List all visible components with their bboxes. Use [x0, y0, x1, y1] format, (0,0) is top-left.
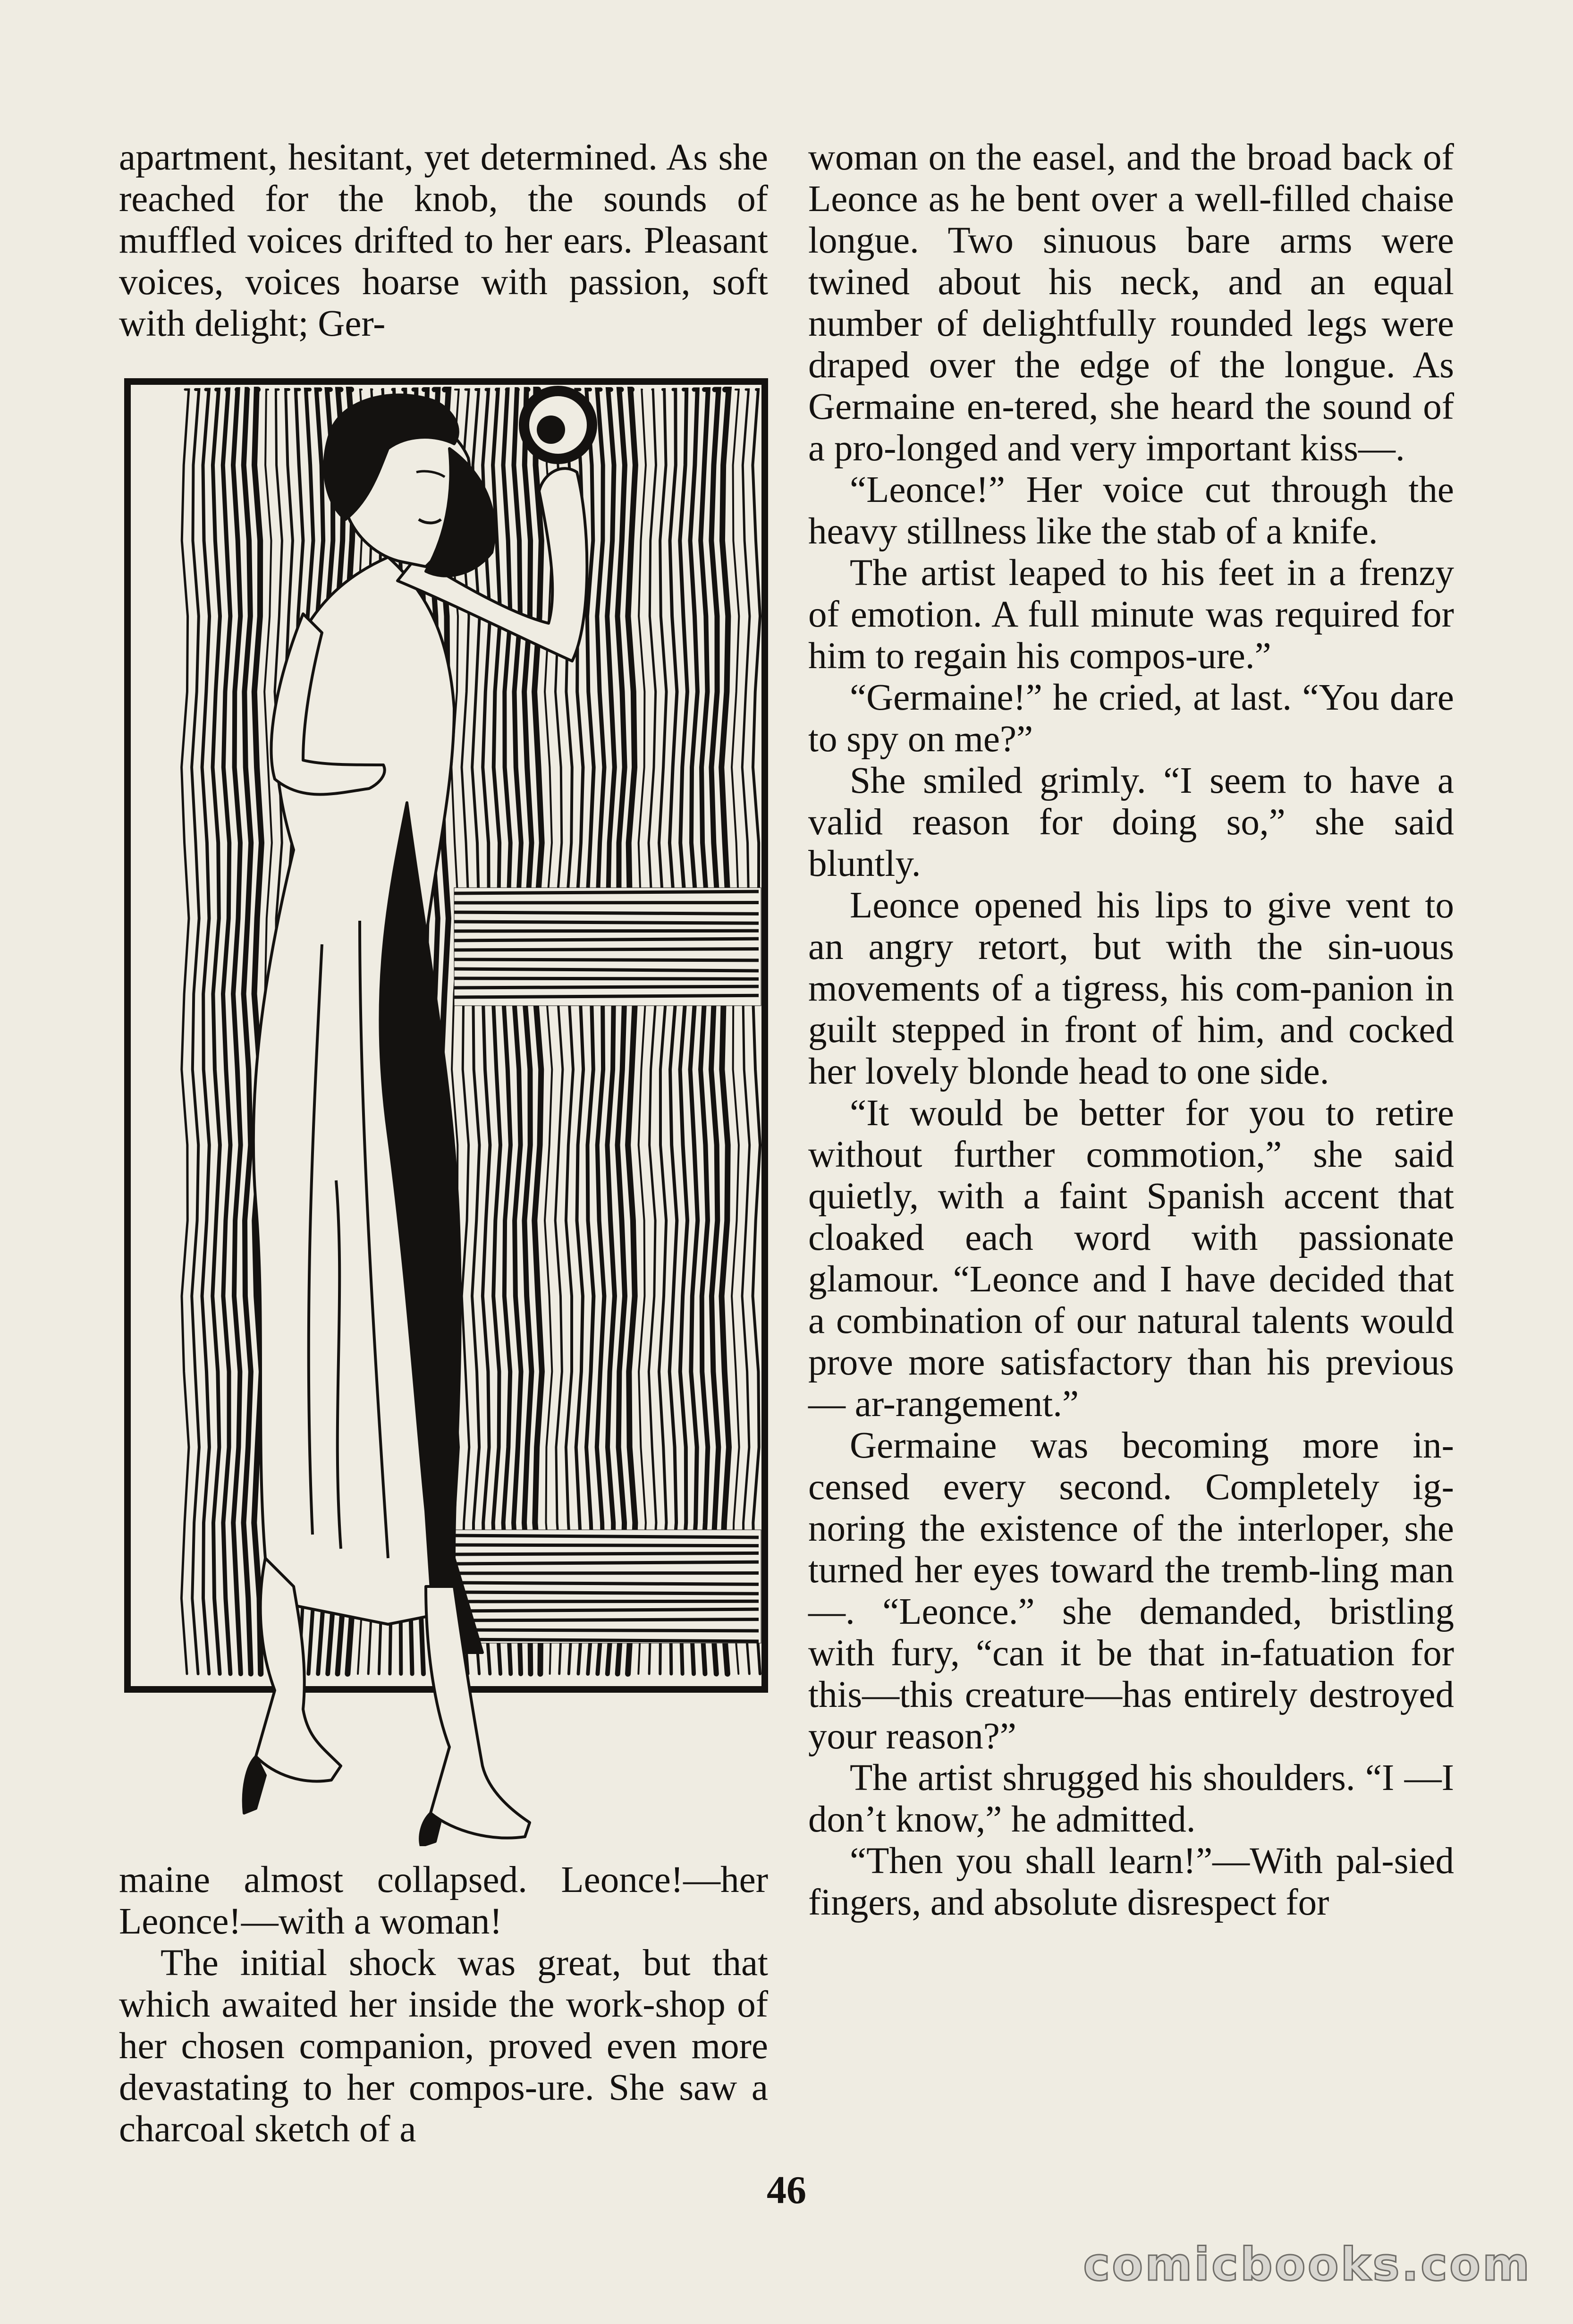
paragraph: Germaine was becoming more in-censed every second. Completely ig-noring the existence of the interloper, she turned her eyes toward the tremb-ling man—. “Leonce.” she demanded, bristling with fury, “can it be that in-fatuation for this—this creature—has entirely destroyed your reason?”: [808, 1425, 1454, 1757]
paragraph: “Then you shall learn!”—With pal-sied fingers, and absolute disrespect for: [808, 1841, 1454, 1923]
paragraph: Leonce opened his lips to give vent to an angry retort, but with the sin-uous movements of a tigress, his com-panion in guilt stepped in front of him, and cocked her lovely blonde head to one side.: [808, 885, 1454, 1092]
paragraph: apartment, hesitant, yet determined. As she reached for the knob, the sounds of muffled voices drifted to her ears. Pleasant voices, voices hoarse with passion, soft with delight; Ger-: [119, 137, 768, 344]
door-knob-icon: [524, 391, 592, 459]
left-column-top: [119, 137, 768, 345]
paragraph: woman on the easel, and the broad back of Leonce as he bent over a well-filled chaise longue. Two sinuous bare arms were twined about his neck, and an equal number of delightfully rounded legs were draped over the edge of the longue. As Germaine en-tered, she heard the sound of a pro-longed and very important kiss—.: [808, 137, 1454, 469]
paragraph: “Leonce!” Her voice cut through the heavy stillness like the stab of a knife.: [808, 469, 1454, 552]
watermark-logo: comicbooks.com: [1083, 2238, 1531, 2291]
paragraph: The initial shock was great, but that which awaited her inside the work-shop of her chosen companion, proved even more devastating to her compos-ure. She saw a charcoal sketch of a: [119, 1942, 768, 2150]
left-column-bottom: [119, 1859, 768, 2150]
paragraph: maine almost collapsed. Leonce!—her Leonce!—with a woman!: [119, 1859, 768, 1942]
paragraph: “Germaine!” he cried, at last. “You dare to spy on me?”: [808, 677, 1454, 760]
paragraph: The artist leaped to his feet in a frenzy of emotion. A full minute was required for him to regain his compos-ure.”: [808, 552, 1454, 677]
right-column: [808, 137, 1454, 1924]
page-number: 46: [767, 2168, 806, 2212]
woman-at-door-illustration: [124, 378, 770, 1846]
paragraph: The artist shrugged his shoulders. “I —I don’t know,” he admitted.: [808, 1757, 1454, 1840]
paragraph: She smiled grimly. “I seem to have a valid reason for doing so,” she said bluntly.: [808, 760, 1454, 884]
paragraph: “It would be better for you to retire without further commotion,” she said quietly, with a faint Spanish accent that cloaked each word with passionate glamour. “Leonce and I have decided that a combination of our natural talents would prove more satisfactory than his previous — ar-rangement.”: [808, 1093, 1454, 1425]
